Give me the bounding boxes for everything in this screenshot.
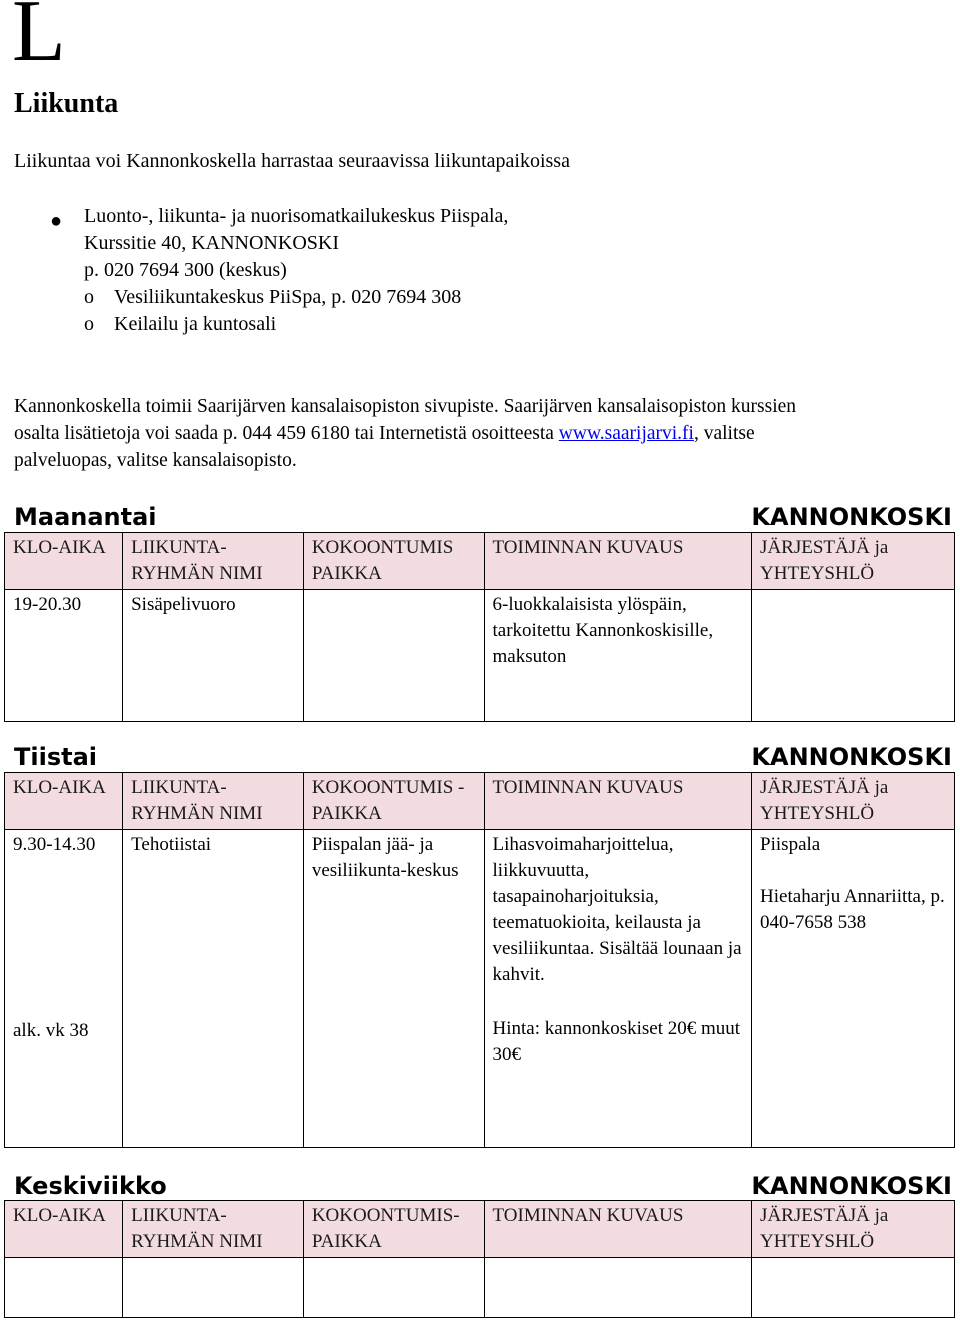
price-text: Hinta: kannonkoskiset 20€ muut 30€	[492, 1018, 741, 1065]
sub-list-item	[84, 311, 461, 338]
circle-bullet-icon: o	[84, 286, 94, 308]
col-header-place: KOKOONTUMIS-PAIKKA	[303, 1201, 484, 1258]
bullet-icon: ●	[50, 210, 63, 232]
bullet-line: Kurssitie 40, KANNONKOSKI	[84, 232, 339, 254]
page-title: Liikunta	[14, 88, 119, 119]
info-line: osalta lisätietoja voi saada p. 044 459 6180 tai Internetistä osoitteesta www.saarijarvi.fi, valitse	[14, 423, 755, 444]
cell-organizer	[752, 1258, 955, 1318]
col-header-organizer: JÄRJESTÄJÄ ja YHTEYSHLÖ	[752, 1201, 955, 1258]
sub-list-item	[84, 284, 461, 311]
cell-time	[5, 830, 123, 1148]
col-header-time: KLO-AIKA	[5, 773, 123, 830]
schedule-table-tuesday	[4, 772, 955, 1148]
table-row	[5, 830, 955, 1148]
cell-name	[123, 1258, 304, 1318]
day-title-monday: Maanantai	[14, 503, 157, 531]
col-header-name: LIIKUNTA-RYHMÄN NIMI	[123, 773, 304, 830]
col-header-place: KOKOONTUMIS -PAIKKA	[303, 773, 484, 830]
info-paragraph	[14, 393, 796, 474]
place-title-monday: KANNONKOSKI	[751, 503, 952, 531]
place-title-tuesday: KANNONKOSKI	[751, 743, 952, 771]
drop-letter: L	[12, 0, 66, 80]
info-line: Kannonkoskella toimii Saarijärven kansalaisopiston sivupiste. Saarijärven kansalaisopiston kurssien	[14, 396, 797, 417]
cell-desc	[484, 830, 752, 1148]
contact-person: Hietaharju Annariitta, p. 040-7658 538	[760, 886, 945, 933]
col-header-organizer: JÄRJESTÄJÄ ja YHTEYSHLÖ	[752, 533, 955, 590]
sub-list	[84, 284, 461, 338]
place-title-wednesday: KANNONKOSKI	[751, 1172, 952, 1200]
day-title-wednesday: Keskiviikko	[14, 1172, 167, 1200]
col-header-time: KLO-AIKA	[5, 533, 123, 590]
intro-text: Liikuntaa voi Kannonkoskella harrastaa seuraavissa liikuntapaikoissa	[14, 150, 570, 172]
sub-item-label: Vesiliikuntakeskus PiiSpa, p. 020 7694 308	[114, 286, 462, 308]
cell-place	[303, 590, 484, 722]
table-header-row	[5, 773, 955, 830]
cell-organizer	[752, 590, 955, 722]
table-header-row	[5, 533, 955, 590]
bullet-line: p. 020 7694 300 (keskus)	[84, 259, 287, 281]
day-title-tuesday: Tiistai	[14, 743, 98, 771]
organizer-name: Piispala	[760, 834, 821, 855]
time-value: 9.30-14.30	[13, 834, 96, 855]
col-header-desc: TOIMINNAN KUVAUS	[484, 1201, 752, 1258]
bullet-list	[84, 203, 508, 284]
desc-text: Lihasvoimaharjoittelua, liikkuvuutta, tasapainoharjoituksia, teematuokioita, keilausta ja vesiliikuntaa. Sisältää lounaan ja kahvit.	[492, 834, 742, 985]
cell-organizer	[752, 830, 955, 1148]
cell-name: Tehotiistai	[123, 830, 304, 1148]
col-header-place: KOKOONTUMIS PAIKKA	[303, 533, 484, 590]
table-row	[5, 590, 955, 722]
cell-place	[303, 1258, 484, 1318]
cell-time: 19-20.30	[5, 590, 123, 722]
cell-time	[5, 1258, 123, 1318]
time-note: alk. vk 38	[13, 1020, 89, 1041]
cell-name: Sisäpelivuoro	[123, 590, 304, 722]
col-header-time: KLO-AIKA	[5, 1201, 123, 1258]
table-header-row	[5, 1201, 955, 1258]
table-row	[5, 1258, 955, 1318]
cell-place: Piispalan jää- ja vesiliikunta-keskus	[303, 830, 484, 1148]
col-header-desc: TOIMINNAN KUVAUS	[484, 773, 752, 830]
cell-desc: 6-luokkalaisista ylöspäin, tarkoitettu Kannonkoskisille, maksuton	[484, 590, 752, 722]
sub-item-label: Keilailu ja kuntosali	[114, 313, 277, 335]
col-header-organizer: JÄRJESTÄJÄ ja YHTEYSHLÖ	[752, 773, 955, 830]
saarijarvi-link[interactable]: www.saarijarvi.fi	[558, 423, 694, 444]
bullet-line: Luonto-, liikunta- ja nuorisomatkailukeskus Piispala,	[84, 205, 509, 227]
col-header-name: LIIKUNTA-RYHMÄN NIMI	[123, 533, 304, 590]
circle-bullet-icon: o	[84, 313, 94, 335]
cell-desc	[484, 1258, 752, 1318]
schedule-table-wednesday	[4, 1200, 955, 1318]
col-header-name: LIIKUNTA-RYHMÄN NIMI	[123, 1201, 304, 1258]
col-header-desc: TOIMINNAN KUVAUS	[484, 533, 752, 590]
schedule-table-monday	[4, 532, 955, 722]
info-line: palveluopas, valitse kansalaisopisto.	[14, 450, 297, 471]
